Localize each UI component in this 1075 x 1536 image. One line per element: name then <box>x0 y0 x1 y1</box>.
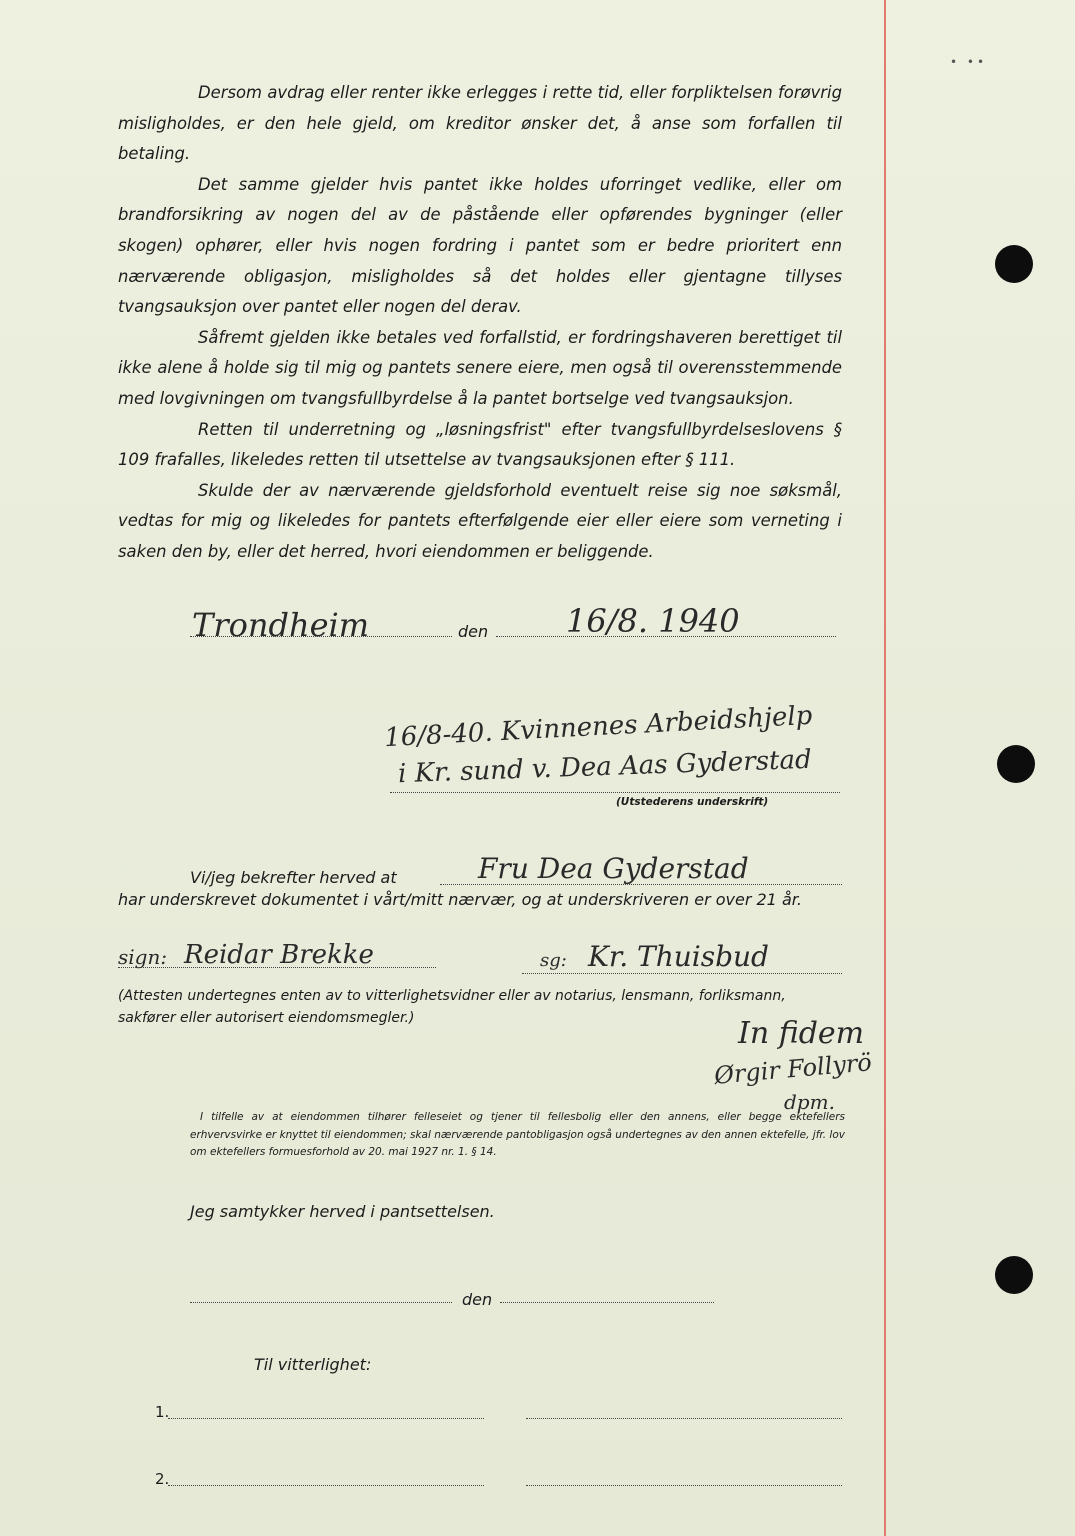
consent-place-line <box>190 1302 452 1303</box>
spouse-note: I tilfelle av at eiendommen tilhører felleseiet og tjener til fellesbolig eller den annens, eller begge ektefellers erhvervsvirke er knyttet til eiendommen; skal nærværende pantobligasjon også undertegnes av den annen ektefelle, jfr. lov om ektefellers formuesforhold av 20. mai 1927 nr. 1. § 14. <box>190 1111 845 1158</box>
witness2-signature-line <box>168 1485 484 1486</box>
witness1-prefix: sign: <box>118 945 168 969</box>
consent-den-label: den <box>462 1290 493 1309</box>
date-handwritten: 16/8. 1940 <box>566 602 740 640</box>
margin-rule <box>884 0 886 1536</box>
attestation-text: Vi/jeg bekrefter herved at <box>190 868 397 887</box>
witnesses-title: Til vitterlighet: <box>254 1355 372 1374</box>
notary-in-fidem: In fidem <box>738 1016 865 1051</box>
issuer-signature-line2: i Kr. sund v. Dea Aas Gyderstad <box>397 744 813 790</box>
witness1-signature-line <box>168 1418 484 1419</box>
consent-date-line <box>500 1302 714 1303</box>
den-label: den <box>458 622 489 641</box>
notary-signature: Ørgir Follyrö <box>713 1048 873 1090</box>
notary-title: dpm. <box>784 1090 835 1114</box>
consent-text: Jeg samtykker herved i pantsettelsen. <box>190 1202 495 1221</box>
witness1-signature: Reidar Brekke <box>184 940 374 970</box>
corner-mark: • •• <box>950 55 988 69</box>
attestation-note: (Attesten undertegnes enten av to vitterlighetsvidner eller av notarius, lensmann, forliksmann, sakfører eller autorisert eiendomsmegler.) <box>118 988 786 1026</box>
issuer-signature-caption: (Utstederens underskrift) <box>616 796 769 808</box>
witness2-line <box>522 973 842 974</box>
issuer-signature-line <box>390 792 840 793</box>
place-line <box>190 636 452 637</box>
date-line <box>496 636 836 637</box>
punch-hole-icon <box>995 245 1033 283</box>
paragraph: Retten til underretning og „løsningsfrist" efter tvangsfullbyrdelseslovens § 109 frafalles, likeledes retten til utsettelse av tvangsauksjonen efter § 111. <box>118 419 842 470</box>
punch-hole-icon <box>995 1256 1033 1294</box>
punch-hole-icon <box>997 745 1035 783</box>
paragraph: Dersom avdrag eller renter ikke erlegges i rette tid, eller forpliktelsen forøvrig misligholdes, er den hele gjeld, om kreditor ønsker det, å anse som forfallen til betaling. <box>118 83 842 164</box>
issuer-signature-line1: 16/8-40. Kvinnenes Arbeidshjelp <box>383 700 814 754</box>
attestation-name: Fru Dea Gyderstad <box>478 852 749 885</box>
witness-number: 2. <box>155 1470 170 1488</box>
attestation-text-line2: har underskrevet dokumentet i vårt/mitt nærvær, og at underskriveren er over 21 år. <box>118 890 802 909</box>
witness2-address-line <box>526 1485 842 1486</box>
place-handwritten: Trondheim <box>192 606 370 644</box>
witness1-address-line <box>526 1418 842 1419</box>
attestation-name-line <box>440 884 842 885</box>
witness2-prefix: sg: <box>540 950 567 971</box>
witness2-signature: Kr. Thuisbud <box>588 940 769 973</box>
paragraph: Såfremt gjelden ikke betales ved forfallstid, er fordringshaveren berettiget til ikke alene å holde sig til mig og pantets senere eiere, men også til overensstemmende med lovgivningen om tvangsfullbyrdelse å la pantet bortselge ved tvangsauksjon. <box>118 327 842 408</box>
terms-text <box>118 78 842 568</box>
witness1-line <box>118 967 436 968</box>
paragraph: Det samme gjelder hvis pantet ikke holdes uforringet vedlike, eller om brandforsikring av nogen del av de påstående eller opførendes bygninger (eller skogen) ophører, eller hvis nogen fordring i pantet som er bedre prioritert enn nærværende obligasjon, misligholdes så det holdes eller gjentagne tillyses tvangsauksjon over pantet eller nogen del derav. <box>118 174 842 317</box>
paragraph: Skulde der av nærværende gjeldsforhold eventuelt reise sig noe søksmål, vedtas for mig og likeledes for pantets efterfølgende eier eller eiere som verneting i saken den by, eller det herred, hvori eiendommen er beliggende. <box>118 480 842 561</box>
witness-number: 1. <box>155 1403 170 1421</box>
